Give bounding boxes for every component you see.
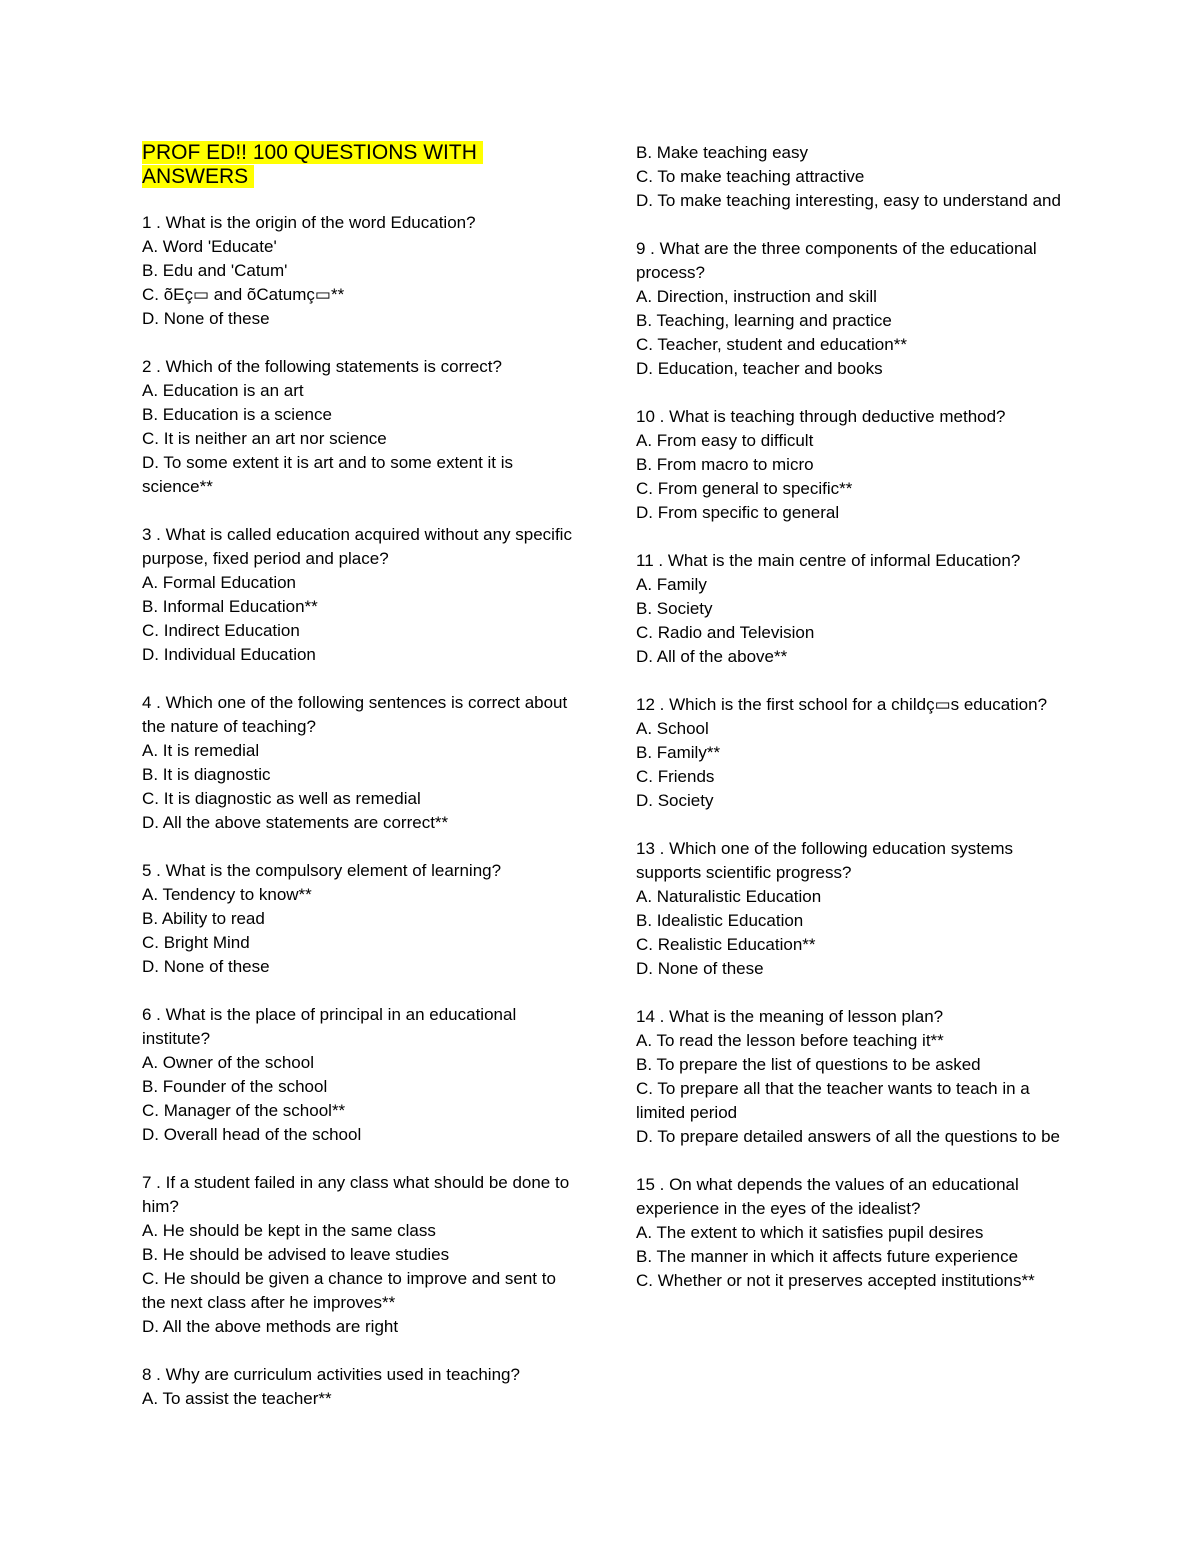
- answer-option: C. Friends: [636, 767, 715, 786]
- answer-option: B. Informal Education**: [142, 597, 318, 616]
- question-block: [636, 693, 1066, 813]
- question-text: 11 . What is the main centre of informal Education?: [636, 551, 1021, 570]
- answer-option: A. From easy to difficult: [636, 431, 814, 450]
- question-block: [636, 837, 1066, 981]
- answer-option: A. Naturalistic Education: [636, 887, 822, 906]
- question-text: 7 . If a student failed in any class what should be done to him?: [142, 1173, 570, 1216]
- answer-option: C. Realistic Education**: [636, 935, 816, 954]
- page-title-highlight: PROF ED!! 100 QUESTIONS WITH ANSWERS: [142, 141, 483, 188]
- answer-option: A. Tendency to know**: [142, 885, 312, 904]
- answer-option: B. Society: [636, 599, 713, 618]
- answer-option: C. To make teaching attractive: [636, 167, 865, 186]
- answer-option: D. Overall head of the school: [142, 1125, 362, 1144]
- question-text: 4 . Which one of the following sentences is correct about the nature of teaching?: [142, 693, 568, 736]
- question-text: 13 . Which one of the following education systems supports scientific progress?: [636, 839, 1014, 882]
- question-text: 1 . What is the origin of the word Education?: [142, 213, 476, 232]
- answer-option: C. It is diagnostic as well as remedial: [142, 789, 421, 808]
- question-text: 6 . What is the place of principal in an educational institute?: [142, 1005, 517, 1048]
- answer-option: B. Education is a science: [142, 405, 332, 424]
- answer-option: A. The extent to which it satisfies pupil desires: [636, 1223, 984, 1242]
- answer-option: C. He should be given a chance to improve and sent to the next class after he improves**: [142, 1269, 556, 1312]
- answer-option: A. Owner of the school: [142, 1053, 314, 1072]
- question-text: 9 . What are the three components of the educational process?: [636, 239, 1037, 282]
- question-text: 15 . On what depends the values of an educational experience in the eyes of the idealist?: [636, 1175, 1019, 1218]
- answer-option: D. All of the above**: [636, 647, 788, 666]
- question-block: [142, 211, 572, 331]
- answer-option: D. All the above statements are correct**: [142, 813, 449, 832]
- answer-option: B. Edu and 'Catum': [142, 261, 288, 280]
- answer-option: C. To prepare all that the teacher wants to teach in a limited period: [636, 1079, 1030, 1122]
- answer-option: B. From macro to micro: [636, 455, 814, 474]
- answer-option: B. Founder of the school: [142, 1077, 328, 1096]
- answer-option: C. Teacher, student and education**: [636, 335, 907, 354]
- answer-option: A. Direction, instruction and skill: [636, 287, 877, 306]
- question-text: 5 . What is the compulsory element of learning?: [142, 861, 502, 880]
- question-block: [636, 1005, 1066, 1149]
- question-block: [636, 549, 1066, 669]
- answer-option: A. Formal Education: [142, 573, 297, 592]
- question-block: [142, 859, 572, 979]
- answer-option: B. Teaching, learning and practice: [636, 311, 892, 330]
- answer-option: B. Idealistic Education: [636, 911, 804, 930]
- answer-option: C. It is neither an art nor science: [142, 429, 387, 448]
- answer-option: D. All the above methods are right: [142, 1317, 399, 1336]
- answer-option: B. The manner in which it affects future experience: [636, 1247, 1019, 1266]
- question-block: [636, 405, 1066, 525]
- question-text: 12 . Which is the first school for a childç▭s education?: [636, 695, 1048, 714]
- answer-option: C. õEç▭ and õCatumç▭**: [142, 285, 345, 304]
- answer-option: A. To read the lesson before teaching it**: [636, 1031, 944, 1050]
- answer-option: A. To assist the teacher**: [142, 1389, 332, 1408]
- answer-option: D. None of these: [142, 957, 270, 976]
- question-text: 10 . What is teaching through deductive method?: [636, 407, 1006, 426]
- question-block: [142, 1363, 572, 1411]
- question-text: 3 . What is called education acquired without any specific purpose, fixed period and place?: [142, 525, 572, 568]
- answer-option: B. Family**: [636, 743, 721, 762]
- answer-option: C. From general to specific**: [636, 479, 853, 498]
- answer-option: D. Individual Education: [142, 645, 316, 664]
- question-block: [142, 691, 572, 835]
- question-text: 8 . Why are curriculum activities used in teaching?: [142, 1365, 520, 1384]
- question-continuation: [636, 141, 1066, 213]
- question-block: [142, 523, 572, 667]
- answer-option: D. To prepare detailed answers of all the questions to be: [636, 1127, 1061, 1146]
- page-title: [142, 141, 572, 189]
- answer-option: D. None of these: [142, 309, 270, 328]
- answer-option: D. None of these: [636, 959, 764, 978]
- answer-option: A. It is remedial: [142, 741, 260, 760]
- answer-option: C. Manager of the school**: [142, 1101, 346, 1120]
- question-block: [636, 1173, 1066, 1293]
- answer-option: C. Indirect Education: [142, 621, 300, 640]
- answer-option: C. Whether or not it preserves accepted institutions**: [636, 1271, 1035, 1290]
- answer-option: B. Make teaching easy: [636, 143, 808, 162]
- right-column: [636, 141, 1066, 1293]
- answer-option: B. Ability to read: [142, 909, 265, 928]
- question-text: 2 . Which of the following statements is correct?: [142, 357, 502, 376]
- answer-option: D. Society: [636, 791, 714, 810]
- answer-option: D. From specific to general: [636, 503, 840, 522]
- answer-option: A. Word 'Educate': [142, 237, 277, 256]
- answer-option: A. He should be kept in the same class: [142, 1221, 436, 1240]
- answer-option: D. To some extent it is art and to some extent it is science**: [142, 453, 514, 496]
- answer-option: C. Bright Mind: [142, 933, 250, 952]
- question-block: [636, 237, 1066, 381]
- answer-option: B. He should be advised to leave studies: [142, 1245, 450, 1264]
- answer-option: C. Radio and Television: [636, 623, 815, 642]
- answer-option: A. Family: [636, 575, 707, 594]
- left-column: [142, 141, 572, 1411]
- answer-option: A. Education is an art: [142, 381, 304, 400]
- question-block: [142, 355, 572, 499]
- question-text: 14 . What is the meaning of lesson plan?: [636, 1007, 944, 1026]
- answer-option: D. Education, teacher and books: [636, 359, 883, 378]
- answer-option: A. School: [636, 719, 709, 738]
- answer-option: B. It is diagnostic: [142, 765, 271, 784]
- answer-option: B. To prepare the list of questions to be asked: [636, 1055, 981, 1074]
- question-block: [142, 1171, 572, 1339]
- answer-option: D. To make teaching interesting, easy to understand and: [636, 191, 1061, 210]
- question-block: [142, 1003, 572, 1147]
